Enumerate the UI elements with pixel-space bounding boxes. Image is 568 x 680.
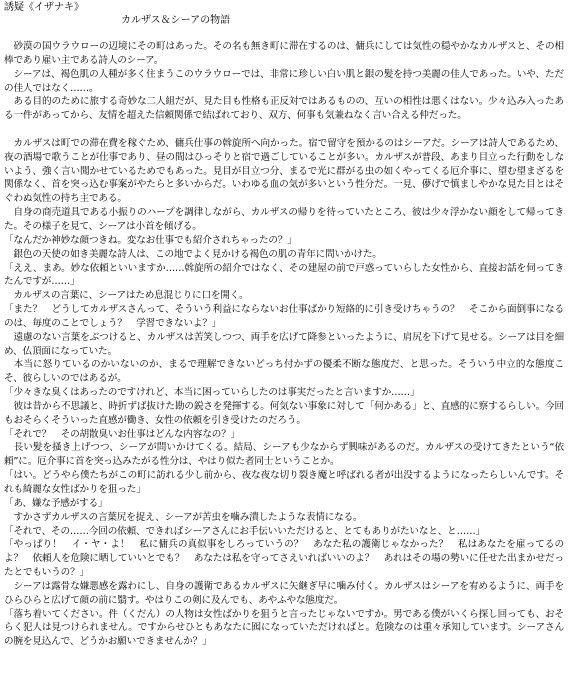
paragraph: シーアは露骨な嫌悪感を露わにし、自身の護衛であるカルザスに矢継ぎ早に噛み付く。カルザスはシーアを宥めるように、両手をひらひらと広げて顔の前に翳す。やはりこの剣に及んでも、あやふやな態度だ。 xyxy=(4,580,564,606)
paragraph: 「あ、嫌な予感がする」 xyxy=(4,497,108,509)
paragraph: 「それで、その……今回の依頼、できればシーアさんにお手伝いいただけると、とてもありがたいなと、と……」 xyxy=(4,525,485,537)
paragraph: 遠慮のない言葉をぶつけると、カルザスは苦笑しつつ、両手を広げて降参といったように、肩尻を下げて見せる。シーアは目を細め、仏頂面になっていた。 xyxy=(4,331,564,357)
paragraph: すかさずカルザスの言葉尻を捉え、シーアが苦虫を噛み潰したような表情になる。 xyxy=(4,511,363,523)
paragraph: カルザスは町での滞在費を稼ぐため、傭兵仕事の斡旋所へ向かった。宿で留守を預かるのはシーアだ。シーアは詩人であるため、夜の酒場で歌うことが仕事であり、昼の間はひっそりと宿で過ごしていることが多い。カルザスが普段、あまり目立った行動をしないよう、強く言い聞かせているためでもあった。見目が目立つ分、まるで光に群がる虫の如くやってくる厄介事に、望む望まざるを関係なく、首を突っ込む事案がやたらと多いからだ。いわゆる血の気が多いという性分だ。一見、儚げで慎ましやかな見た目とはそぐわぬ気性の持ち主である。 xyxy=(4,137,564,205)
paragraph: カルザスの言葉に、シーアはため息混じりに口を開く。 xyxy=(4,290,249,302)
paragraph: 「少々きな臭くはあったのですけれど、本当に困っていらしたのは事実だったと言いますか……」 xyxy=(4,387,420,399)
paragraph: シーアは、褐色肌の人種が多く住まうこのウラウローでは、非常に珍しい白い肌と銀の髪を持つ美麗の佳人であった。いや、ただの佳人ではなく……。 xyxy=(4,68,564,94)
paragraph: 砂漠の国ウラウローの辺境にその町はあった。その名も無き町に滞在するのは、傭兵にしては気性の穏やかなカルザスと、その相棒であり雇い主である詩人のシーア。 xyxy=(4,41,564,66)
paragraph xyxy=(4,123,564,137)
paragraph: 「落ち着いてください。件（くだん）の人物は女性ばかりを狙うと言ったじゃないですか。男である僕がいくら探し回っても、おそらく犯人は見つけられません。ですからせひともあなたに囮になっていただければと。危険なのは重々承知しています。シーアさんの腕を見込んで、どうかお願いできませんか？」 xyxy=(4,608,564,648)
paragraph: 「また？ どうしてカルザスさんって、そういう利益にならないお仕事ばかり短絡的に引き受けちゃうの？ そこから面倒事になるのは、毎度のことでしょう？ 学習できないよ？」 xyxy=(4,304,564,329)
paragraph: ある目的のために旅する奇妙な二人組だが、見た目も性格も正反対ではあるものの、互いの相性は悪くはない。少々込み入ったある一件があってから、友情を超えた信頼関係で結ばれており、双方、何事も気兼ねなく言い合える仲だった。 xyxy=(4,96,564,122)
paragraph: 「やっぱり！ イ・ヤ・よ！ 私に傭兵の真似事をしろっていうの？ あなた私の護衛じゃなかった？ 私はあなたを雇ってるのよ？ 依頼人を危険に晒していいとでも？ あなたは私を守ってさえいればいいのよ？ あれはその場の勢いに任せた出まかせだったとでもいうの？」 xyxy=(4,539,564,579)
story-body xyxy=(4,40,564,649)
paragraph: 銀色の天使の如き美麗な詩人は、この地でよく見かける褐色の肌の青年に問いかけた。 xyxy=(4,248,382,260)
series-title: 誘疑《イザナキ》 xyxy=(4,2,84,13)
paragraph: 長い髪を掻き上げつつ、シーアが問いかけてくる。結局、シーアも少なからず興味があるのだ。カルザスの受けてきたという“依頼”に。厄介事に首を突っ込みたがる性分は、やはり似た者同士ということか。 xyxy=(4,442,564,468)
paragraph: 「なんだか神妙な顔つきね。変なお仕事でも紹介されちゃったの？」 xyxy=(4,234,297,246)
story-title: カルザス＆シーアの物語 xyxy=(121,15,231,26)
paragraph: 「ええ、まあ。妙な依頼といいますか……斡旋所の紹介ではなく、その建屋の前で戸惑っていらした女性から、直接お話を伺ってきたんですが……」 xyxy=(4,262,564,288)
paragraph: 「はい。どうやら僕たちがこの町に訪れる少し前から、夜な夜な切り裂き魔と呼ばれる者が出没するようになったらしいんです。それも綺麗な女性ばかりを狙った」 xyxy=(4,470,564,495)
paragraph: 本当に怒りているのかいないのか、まるで理解できないどっち付かずの優柔不断な態度だ、と思った。そういう中立的な態度こそ、彼らしいのではあるが。 xyxy=(4,359,564,385)
paragraph: 自身の商売道具である小振りのハープを調律しながら、カルザスの帰りを待っていたところ、彼は少々浮かない顔をして帰ってきた。その様子を見て、シーアは小首を傾げる。 xyxy=(4,207,564,232)
paragraph: 彼は昔から不思議と、時折ずば抜けた勘の鋭さを発揮する。何気ない事象に対して「何かある」と、直感的に察するらしい。今回もおそらくそういった直感が働き、女性の依頼を引き受けたのだろう。 xyxy=(4,400,564,426)
paragraph: 「それで？ その胡散臭いお仕事はどんな内容なの？」 xyxy=(4,428,241,440)
